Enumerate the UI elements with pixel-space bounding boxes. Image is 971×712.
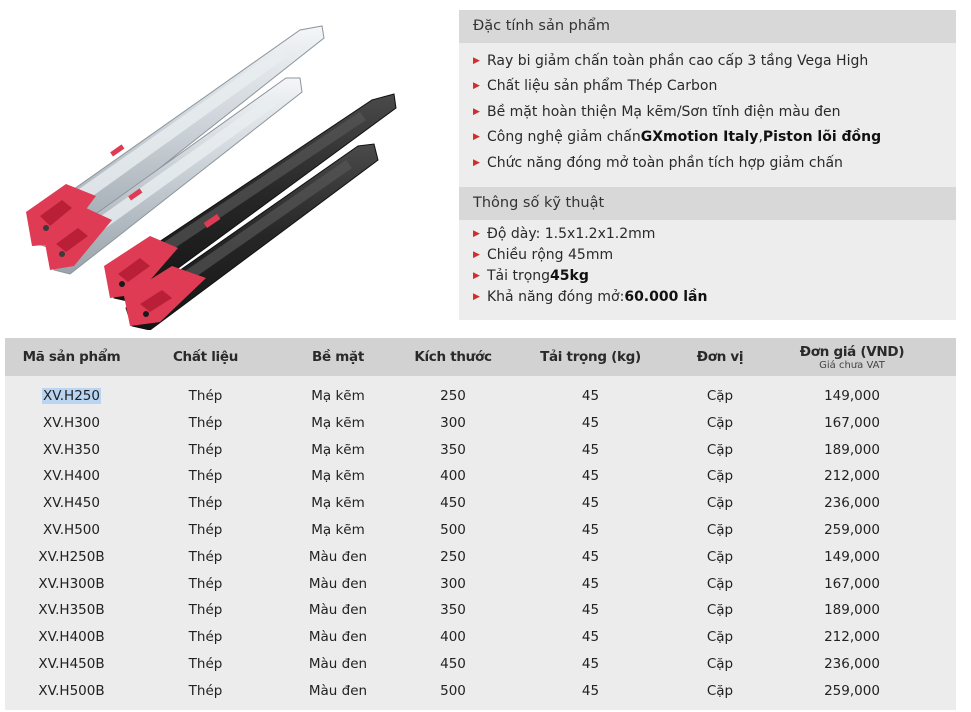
cell-unit: Cặp bbox=[706, 521, 734, 538]
cell-price: 259,000 bbox=[824, 682, 880, 699]
cell-surface: Màu đen bbox=[308, 602, 368, 619]
table-row bbox=[5, 437, 956, 464]
cell-code: XV.H400 bbox=[43, 468, 100, 485]
table-row bbox=[5, 651, 956, 678]
cell-price: 189,000 bbox=[824, 602, 880, 619]
cell-code: XV.H300B bbox=[38, 575, 105, 592]
cell-unit: Cặp bbox=[706, 575, 734, 592]
header-surface: Bề mặt bbox=[312, 349, 364, 365]
cell-price: 189,000 bbox=[824, 441, 880, 458]
cell-surface: Màu đen bbox=[308, 575, 368, 592]
cell-surface: Mạ kẽm bbox=[311, 468, 365, 485]
cell-size: 450 bbox=[440, 495, 466, 512]
price-table bbox=[5, 338, 956, 710]
cell-unit: Cặp bbox=[706, 468, 734, 485]
cell-code: XV.H450B bbox=[38, 655, 105, 672]
cell-material: Thép bbox=[188, 468, 223, 485]
spec-panel bbox=[459, 10, 956, 320]
cell-price: 236,000 bbox=[824, 495, 880, 512]
cell-load: 45 bbox=[581, 414, 600, 431]
cell-size: 250 bbox=[440, 548, 466, 565]
feature-item: ▶ Bề mặt hoàn thiện Mạ kẽm/Sơn tĩnh điện màu đen bbox=[473, 100, 956, 125]
cell-size: 300 bbox=[440, 414, 466, 431]
bullet-icon: ▶ bbox=[473, 157, 480, 168]
cell-unit: Cặp bbox=[706, 629, 734, 646]
table-header bbox=[5, 338, 956, 376]
header-load: Tải trọng (kg) bbox=[540, 349, 641, 365]
cell-load: 45 bbox=[581, 468, 600, 485]
cell-size: 250 bbox=[440, 388, 466, 404]
header-code: Mã sản phẩm bbox=[22, 349, 121, 365]
table-row bbox=[5, 410, 956, 437]
cell-surface: Mạ kẽm bbox=[311, 495, 365, 512]
cell-code: XV.H350 bbox=[43, 441, 100, 458]
bullet-icon: ▶ bbox=[473, 271, 480, 282]
cell-price: 259,000 bbox=[824, 521, 880, 538]
cell-surface: Mạ kẽm bbox=[311, 441, 365, 458]
cell-surface: Mạ kẽm bbox=[311, 388, 365, 404]
cell-size: 300 bbox=[440, 575, 466, 592]
cell-price: 167,000 bbox=[824, 575, 880, 592]
spec-item: ▶ Chiều rộng 45mm bbox=[473, 245, 956, 266]
cell-code: XV.H450 bbox=[43, 495, 100, 512]
cell-size: 500 bbox=[440, 521, 466, 538]
cell-material: Thép bbox=[188, 602, 223, 619]
spec-item: ▶ Độ dày: 1.5x1.2x1.2mm bbox=[473, 224, 956, 245]
table-row bbox=[5, 517, 956, 544]
cell-material: Thép bbox=[188, 495, 223, 512]
cell-load: 45 bbox=[581, 495, 600, 512]
table-row bbox=[5, 571, 956, 598]
header-unit: Đơn vị bbox=[696, 349, 744, 365]
cell-material: Thép bbox=[188, 414, 223, 431]
bullet-icon: ▶ bbox=[473, 292, 480, 303]
cell-price: 149,000 bbox=[824, 388, 880, 404]
specs-list bbox=[459, 220, 956, 316]
bullet-icon: ▶ bbox=[473, 229, 480, 240]
cell-unit: Cặp bbox=[706, 655, 734, 672]
cell-load: 45 bbox=[581, 548, 600, 565]
cell-size: 500 bbox=[440, 682, 466, 699]
cell-code: XV.H300 bbox=[43, 414, 100, 431]
cell-price: 212,000 bbox=[824, 468, 880, 485]
table-row bbox=[5, 490, 956, 517]
cell-size: 450 bbox=[440, 655, 466, 672]
bullet-icon: ▶ bbox=[473, 250, 480, 261]
specs-heading: Thông số kỹ thuật bbox=[459, 187, 956, 220]
cell-material: Thép bbox=[188, 655, 223, 672]
cell-code: XV.H500B bbox=[38, 682, 105, 699]
cell-surface: Màu đen bbox=[308, 655, 368, 672]
cell-load: 45 bbox=[581, 521, 600, 538]
cell-unit: Cặp bbox=[706, 548, 734, 565]
feature-item: ▶ Chức năng đóng mở toàn phần tích hợp giảm chấn bbox=[473, 151, 956, 176]
cell-size: 400 bbox=[440, 468, 466, 485]
bullet-icon: ▶ bbox=[473, 56, 480, 66]
cell-material: Thép bbox=[188, 441, 223, 458]
header-price: Đơn giá (VND) Giá chưa VAT bbox=[799, 343, 905, 371]
cell-size: 350 bbox=[440, 602, 466, 619]
cell-size: 350 bbox=[440, 441, 466, 458]
cell-unit: Cặp bbox=[706, 388, 734, 404]
cell-price: 149,000 bbox=[824, 548, 880, 565]
product-image bbox=[0, 12, 447, 330]
cell-code: XV.H500 bbox=[43, 521, 100, 538]
cell-load: 45 bbox=[581, 629, 600, 646]
table-row bbox=[5, 463, 956, 490]
cell-surface: Màu đen bbox=[308, 682, 368, 699]
cell-price: 212,000 bbox=[824, 629, 880, 646]
cell-unit: Cặp bbox=[706, 414, 734, 431]
table-row bbox=[5, 624, 956, 651]
cell-code: XV.H250B bbox=[38, 548, 105, 565]
cell-material: Thép bbox=[188, 575, 223, 592]
bullet-icon: ▶ bbox=[473, 132, 480, 143]
cell-price: 236,000 bbox=[824, 655, 880, 672]
drawer-slides-illustration bbox=[0, 12, 447, 330]
feature-item: ▶ Công nghệ giảm chấn GXmotion Italy , Piston lõi đồng bbox=[473, 125, 956, 150]
cell-load: 45 bbox=[581, 441, 600, 458]
spec-item: ▶ Khả năng đóng mở: 60.000 lần bbox=[473, 287, 956, 308]
cell-load: 45 bbox=[581, 602, 600, 619]
header-material: Chất liệu bbox=[172, 349, 239, 365]
cell-load: 45 bbox=[581, 575, 600, 592]
cell-surface: Mạ kẽm bbox=[311, 414, 365, 431]
cell-unit: Cặp bbox=[706, 682, 734, 699]
feature-item: ▶ Ray bi giảm chấn toàn phần cao cấp 3 tầng Vega High bbox=[473, 49, 956, 74]
cell-size: 400 bbox=[440, 629, 466, 646]
cell-material: Thép bbox=[188, 548, 223, 565]
cell-unit: Cặp bbox=[706, 441, 734, 458]
feature-item: ▶ Chất liệu sản phẩm Thép Carbon bbox=[473, 74, 956, 99]
table-row bbox=[5, 678, 956, 705]
header-size: Kích thước bbox=[414, 349, 492, 365]
bullet-icon: ▶ bbox=[473, 81, 480, 92]
cell-unit: Cặp bbox=[706, 602, 734, 619]
features-list bbox=[459, 43, 956, 184]
cell-material: Thép bbox=[188, 388, 223, 404]
cell-load: 45 bbox=[581, 655, 600, 672]
price-note: Giá chưa VAT bbox=[819, 359, 885, 371]
cell-material: Thép bbox=[188, 629, 223, 646]
bullet-icon: ▶ bbox=[473, 106, 480, 117]
cell-price: 167,000 bbox=[824, 414, 880, 431]
table-row bbox=[5, 544, 956, 571]
table-row bbox=[5, 597, 956, 624]
cell-code: XV.H400B bbox=[38, 629, 105, 646]
cell-surface: Mạ kẽm bbox=[311, 521, 365, 538]
cell-unit: Cặp bbox=[706, 495, 734, 512]
cell-material: Thép bbox=[188, 682, 223, 699]
table-row bbox=[5, 383, 956, 410]
cell-code: XV.H350B bbox=[38, 602, 105, 619]
spec-item: ▶ Tải trọng 45kg bbox=[473, 266, 956, 287]
table-body bbox=[5, 383, 956, 705]
cell-load: 45 bbox=[581, 388, 600, 404]
cell-code: XV.H250 bbox=[43, 388, 100, 404]
cell-material: Thép bbox=[188, 521, 223, 538]
features-heading: Đặc tính sản phẩm bbox=[459, 10, 956, 43]
cell-surface: Màu đen bbox=[308, 629, 368, 646]
cell-load: 45 bbox=[581, 682, 600, 699]
cell-surface: Màu đen bbox=[308, 548, 368, 565]
